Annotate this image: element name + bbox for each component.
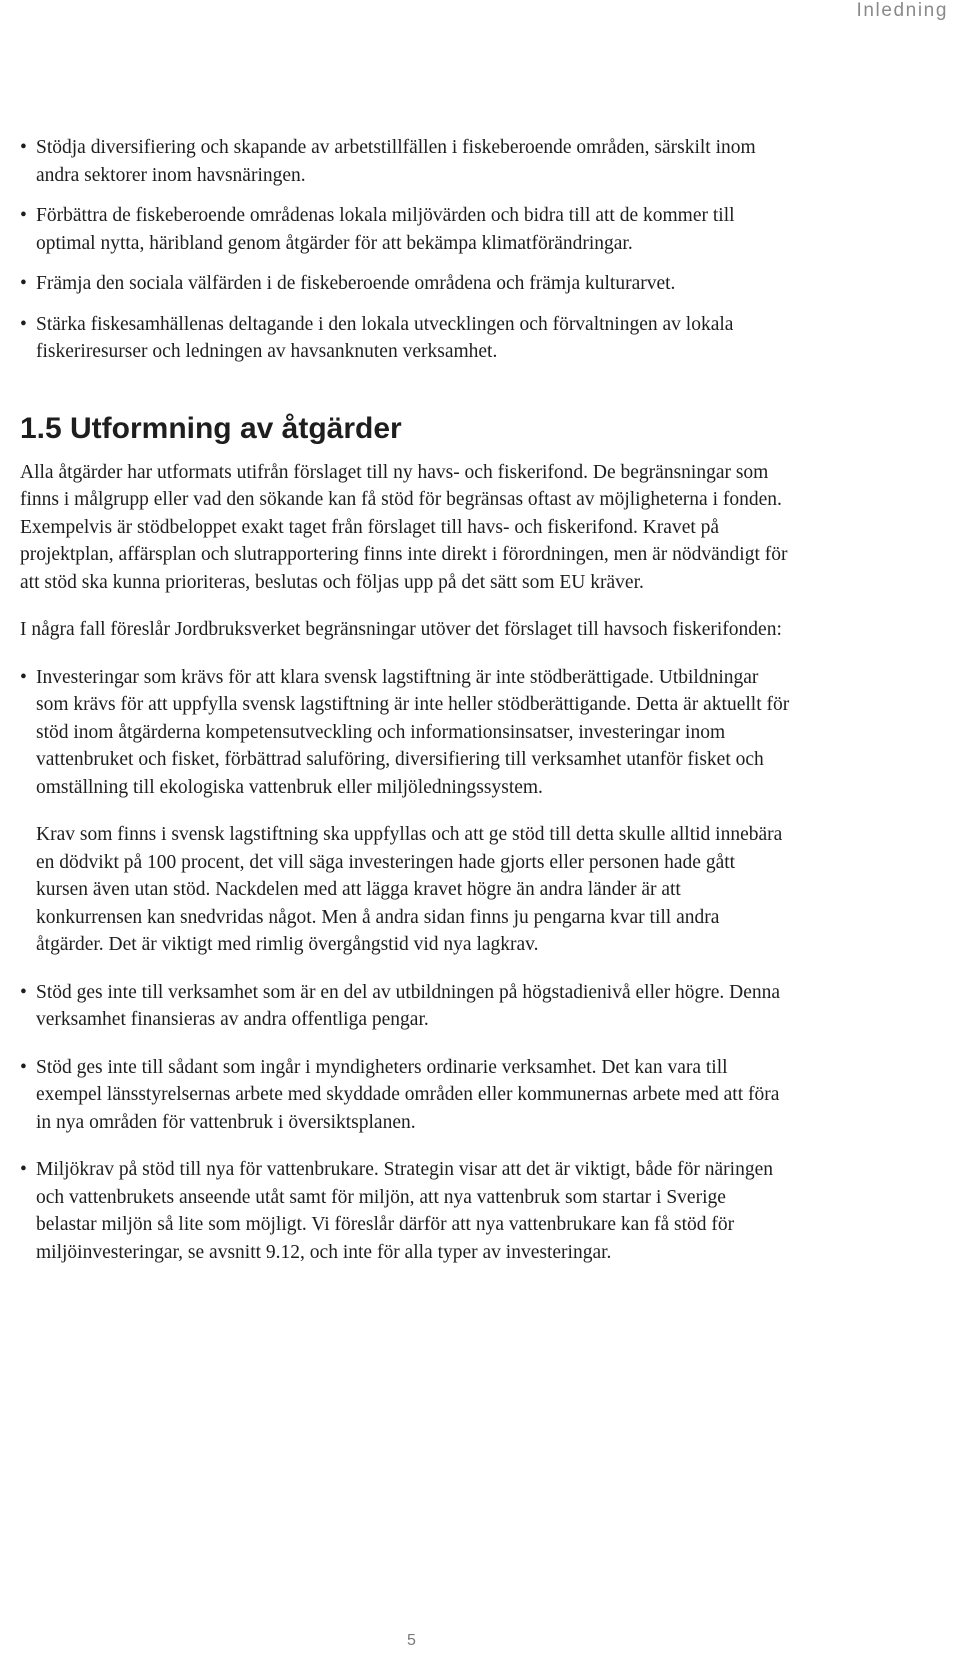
list-item-text: Stödja diversifiering och skapande av arbetstillfällen i fiskeberoende områden, särskilt inom andra sektorer inom havsnäringen. (36, 137, 756, 186)
bullet-icon: • (20, 313, 27, 335)
bullet-icon: • (20, 137, 27, 158)
body-paragraph: Alla åtgärder har utformats utifrån förslaget till ny havs- och fiskerifond. De begränsningar som finns i målgrupp eller vad den sökande kan få stöd för begränsas oftast av möjligheterna i fonden. Exempelvis är stödbeloppet exakt taget från förslaget till havs- och fiskerifond. Kravet på projektplan, affärsplan och slutrapportering finns inte direkt i förordningen, men är nödvändigt för att stöd ska kunna prioriteras, beslutas och följas upp på det sätt som EU kräver. (20, 461, 788, 593)
bullet-list-restrictions (20, 664, 790, 1267)
bullet-list-objectives (20, 134, 790, 366)
list-item (20, 979, 790, 1034)
bullet-icon: • (20, 1056, 27, 1078)
bullet-icon: • (20, 981, 27, 1003)
list-item-subparagraph: Krav som finns i svensk lagstiftning ska uppfyllas och att ge stöd till detta skulle alltid innebära en dödvikt på 100 procent, det vill säga investeringen hade gjorts eller personen hade gått kursen även utan stöd. Nackdelen med att lägga kravet högre än andra länder är att konkurrensen kan snedvridas något. Men å andra sidan finns ju pengarna kvar till andra åtgärder. Det är viktigt med rimlig övergångstid vid nya lagkrav. (36, 824, 783, 955)
list-item (20, 202, 790, 257)
list-item (20, 134, 790, 189)
list-item-text: Miljökrav på stöd till nya för vattenbrukare. Strategin visar att det är viktigt, både för näringen och vattenbrukets anseende utåt samt för miljön, att nya vattenbruk som startar i Sverige belastar miljön så lite som möjligt. Vi föreslår därför att nya vattenbrukare kan få stöd för miljöinvesteringar, se avsnitt 9.12, och inte för alla typer av investeringar. (36, 1159, 773, 1263)
bullet-icon: • (20, 1159, 27, 1180)
list-item-text: Stöd ges inte till sådant som ingår i myndigheters ordinarie verksamhet. Det kan vara till exempel länsstyrelsernas arbete med skyddade områden eller kommunernas arbete med att föra in nya områden för vattenbruk i översiktsplanen. (36, 1056, 780, 1133)
list-item-text: Främja den sociala välfärden i de fiskeberoende områdena och främja kulturarvet. (36, 273, 676, 294)
list-item (20, 1156, 790, 1266)
page-body (20, 134, 790, 1266)
bullet-icon: • (20, 273, 27, 294)
list-item-text: Investeringar som krävs för att klara svensk lagstiftning är inte stödberättigade. Utbildningar som krävs för att uppfylla svensk lagstiftning är inte heller stödberättigande. Detta är aktuellt för stöd inom åtgärderna kompetensutveckling och informationsinsatser, investeringar inom vattenbruket och fisket, förbättrad saluföring, diversifiering till verksamhet utanför fisket och omställning till ekologiska vattenbruk eller miljöledningssystem. (36, 666, 790, 798)
section-title: Utformning av åtgärder (70, 411, 402, 445)
page-number: 5 (407, 1632, 416, 1649)
list-item (20, 664, 790, 959)
section-heading (20, 411, 790, 447)
list-item (20, 270, 790, 298)
list-item (20, 311, 790, 366)
body-paragraph: I några fall föreslår Jordbruksverket begränsningar utöver det förslaget till havsoch fiskerifonden: (20, 619, 782, 640)
list-item (20, 1054, 790, 1137)
bullet-icon: • (20, 205, 27, 226)
list-item-text: Stöd ges inte till verksamhet som är en del av utbildningen på högstadienivå eller högre. Denna verksamhet finansieras av andra offentliga pengar. (36, 981, 781, 1030)
bullet-icon: • (20, 666, 27, 688)
list-item-text: Förbättra de fiskeberoende områdenas lokala miljövärden och bidra till att de kommer till optimal nytta, häribland genom åtgärder för att bekämpa klimatförändringar. (36, 205, 735, 254)
list-item-text: Stärka fiskesamhällenas deltagande i den lokala utvecklingen och förvaltningen av lokala fiskeriresurser och ledningen av havsanknuten verksamhet. (36, 313, 734, 362)
section-number: 1.5 (20, 411, 62, 445)
running-header: Inledning (856, 0, 948, 21)
